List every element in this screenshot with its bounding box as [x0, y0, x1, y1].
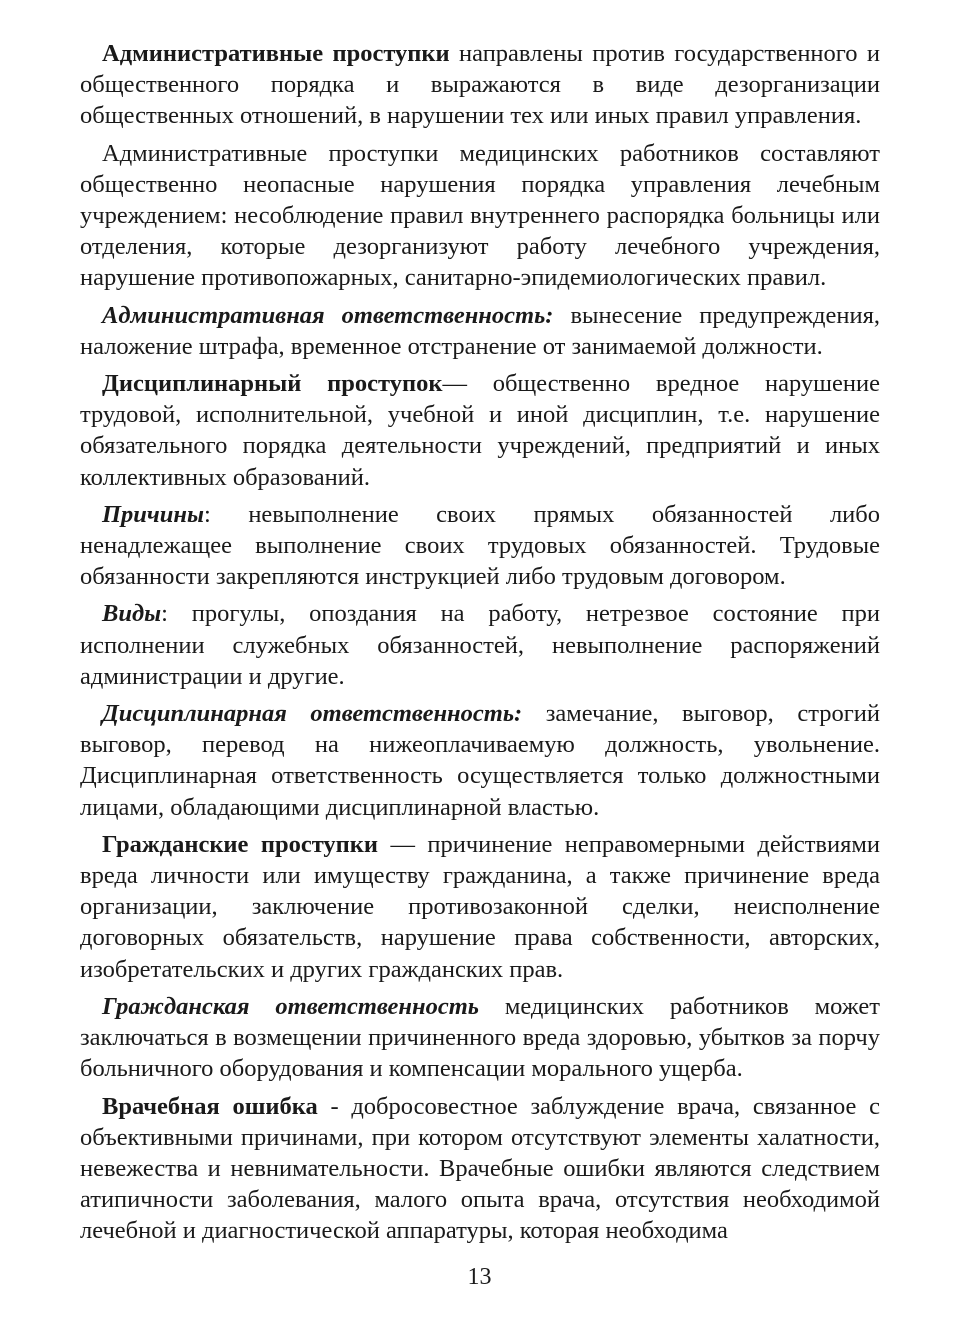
- paragraph-text: — общественно вредное нарушение трудовой, исполнительной, учебной и иной дисциплин, т.е. нарушение обязательного порядка деятельности учреждений, предприятий и иных коллективных образований.: [80, 370, 880, 491]
- paragraph-disciplinary-offense: [80, 368, 880, 493]
- page-body: [80, 38, 880, 1253]
- paragraph-administrative-offenses: [80, 38, 880, 132]
- paragraph-medical-administrative-offenses: [80, 138, 880, 294]
- paragraph-text: - добросовестное заблуждение врача, связанное с объективными причинами, при котором отсутствуют элементы халатности, невежества и невнимательности. Врачебные ошибки являются следствием атипичности заболевания, малого опыта врача, отсутствия необходимой лечебной и диагностической аппаратуры, которая необходима: [80, 1092, 880, 1245]
- term-administrative-offenses: Административные проступки: [102, 40, 450, 67]
- paragraph-text: замечание, выговор, строгий выговор, перевод на нижеоплачиваемую должность, увольнение. Дисциплинарная ответственность осуществляется только должностными лицами, обладающими дисциплинарной властью.: [80, 700, 880, 821]
- paragraph-text: : невыполнение своих прямых обязанностей либо ненадлежащее выполнение своих трудовых обязанностей. Трудовые обязанности закрепляются инструкцией либо трудовым договором.: [80, 500, 880, 591]
- term-disciplinary-offense: Дисциплинарный проступок: [102, 370, 443, 398]
- paragraph-text: направлены против государственного и общественного порядка и выражаются в виде дезорганизации общественных отношений, в нарушении тех или иных правил управления.: [80, 40, 880, 130]
- paragraph-text: медицинских работников может заключаться в возмещении причиненного вреда здоровью, убытков за порчу больничного оборудования и компенсации морального ущерба.: [80, 992, 880, 1083]
- paragraph-civil-liability: [80, 991, 880, 1085]
- paragraph-administrative-liability: [80, 300, 880, 362]
- paragraph-causes: [80, 499, 880, 593]
- term-causes: Причины: [102, 500, 205, 528]
- page-number: 13: [467, 1264, 492, 1290]
- term-medical-error: Врачебная ошибка: [102, 1092, 318, 1120]
- paragraph-text: : прогулы, опоздания на работу, нетрезвое состояние при исполнении служебных обязанностей, невыполнение распоряжений администрации и другие.: [80, 600, 880, 690]
- term-disciplinary-liability: Дисциплинарная ответственность:: [102, 700, 523, 728]
- paragraph-disciplinary-liability: [80, 698, 880, 823]
- term-civil-liability: Гражданская ответственность: [102, 992, 479, 1020]
- paragraph-text: — причинение неправомерными действиями вреда личности или имуществу гражданина, а также причинение вреда организации, заключение противозаконной сделки, неисполнение договорных обязательств, нарушение права собственности, авторских, изобретательских и других гражданских прав.: [80, 830, 880, 983]
- term-types: Виды: [102, 600, 162, 628]
- paragraph-text: Административные проступки медицинских работников составляют общественно неопасные нарушения порядка управления лечебным учреждением: несоблюдение правил внутреннего распорядка больницы или отделения, которые дезорганизуют работу лечебного учреждения, нарушение противопожарных, санитарно-эпидемиологических правил.: [80, 139, 880, 292]
- term-administrative-liability: Административная ответственность:: [102, 301, 554, 329]
- term-civil-offenses: Гражданские проступки: [102, 830, 379, 858]
- paragraph-medical-error: [80, 1091, 880, 1247]
- paragraph-types: [80, 598, 880, 692]
- paragraph-text: вынесение предупреждения, наложение штрафа, временное отстранение от занимаемой должности.: [80, 301, 880, 360]
- paragraph-civil-offenses: [80, 829, 880, 985]
